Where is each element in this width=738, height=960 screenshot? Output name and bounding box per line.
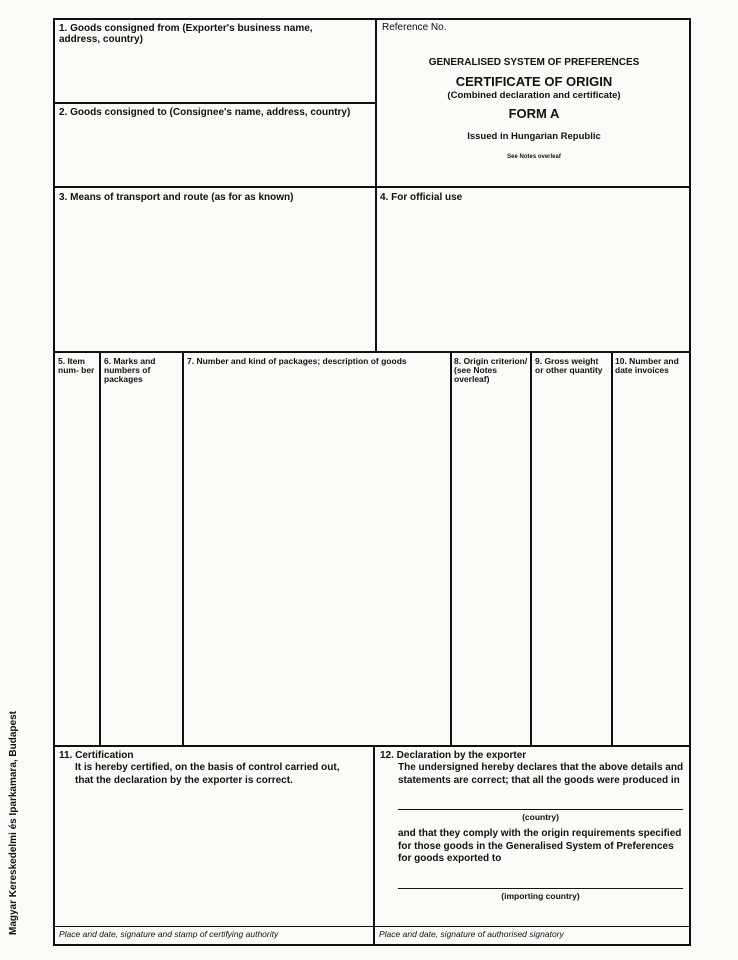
- box11-signature-line: [55, 926, 373, 927]
- importing-country-line: [398, 888, 683, 889]
- gsp-heading: GENERALISED SYSTEM OF PREFERENCES: [428, 57, 640, 68]
- divider-box3-items: [55, 351, 691, 353]
- box1-label: 1. Goods consigned from (Exporter's business name, address, country): [59, 23, 313, 45]
- col7-label: 7. Number and kind of packages; description of goods: [187, 356, 407, 366]
- reference-label: Reference No.: [382, 22, 447, 33]
- box3-label: 3. Means of transport and route (as for as known): [59, 192, 294, 203]
- box11-signature-caption: Place and date, signature and stamp of certifying authority: [59, 929, 279, 939]
- box11-title: 11. Certification: [59, 750, 134, 761]
- country-caption: (country): [522, 812, 559, 822]
- divider-box1-box2: [55, 102, 375, 104]
- col10-label: 10. Number and date invoices: [615, 356, 679, 375]
- col6-label: 6. Marks and numbers of packages: [104, 356, 156, 384]
- divider-box11-box12: [373, 745, 375, 946]
- chamber-imprint: Magyar Kereskedelmi és Iparkamara, Budapest: [8, 711, 19, 935]
- box2-label: 2. Goods consigned to (Consignee's name, address, country): [59, 107, 351, 118]
- issued-country: Issued in Hungarian Republic: [467, 131, 601, 142]
- box12-signature-caption: Place and date, signature of authorised signatory: [379, 929, 564, 939]
- importing-country-caption: (importing country): [501, 891, 580, 901]
- divider-col6: [182, 351, 184, 747]
- declaration-text-1: The undersigned hereby declares that the above details and statements are correct; that all the goods were produced in: [398, 762, 684, 786]
- certification-text: It is hereby certified, on the basis of control carried out, that the declaration by the exporter is correct.: [75, 762, 340, 786]
- certificate-subtitle: (Combined declaration and certificate): [447, 90, 621, 101]
- box12-signature-line: [375, 926, 691, 927]
- divider-header-box3: [55, 186, 691, 188]
- col9-label: 9. Gross weight or other quantity: [535, 356, 603, 375]
- divider-col9: [611, 351, 613, 747]
- divider-col7: [450, 351, 452, 747]
- box12-title: 12. Declaration by the exporter: [380, 750, 527, 761]
- divider-col5: [99, 351, 101, 747]
- certificate-form: [53, 18, 691, 946]
- col5-label: 5. Item num- ber: [58, 356, 95, 375]
- col8-label: 8. Origin criterion/ (see Notes overleaf): [454, 356, 528, 384]
- declaration-text-2: and that they comply with the origin requirements specified for those goods in the Generalised System of Preferences for goods exported to: [398, 828, 682, 864]
- box4-label: 4. For official use: [380, 192, 463, 203]
- certificate-title: CERTIFICATE OF ORIGIN: [455, 74, 613, 89]
- form-a-title: FORM A: [508, 106, 560, 121]
- notes-reference: See Notes overleaf: [507, 154, 561, 160]
- divider-col8: [530, 351, 532, 747]
- country-line: [398, 809, 683, 810]
